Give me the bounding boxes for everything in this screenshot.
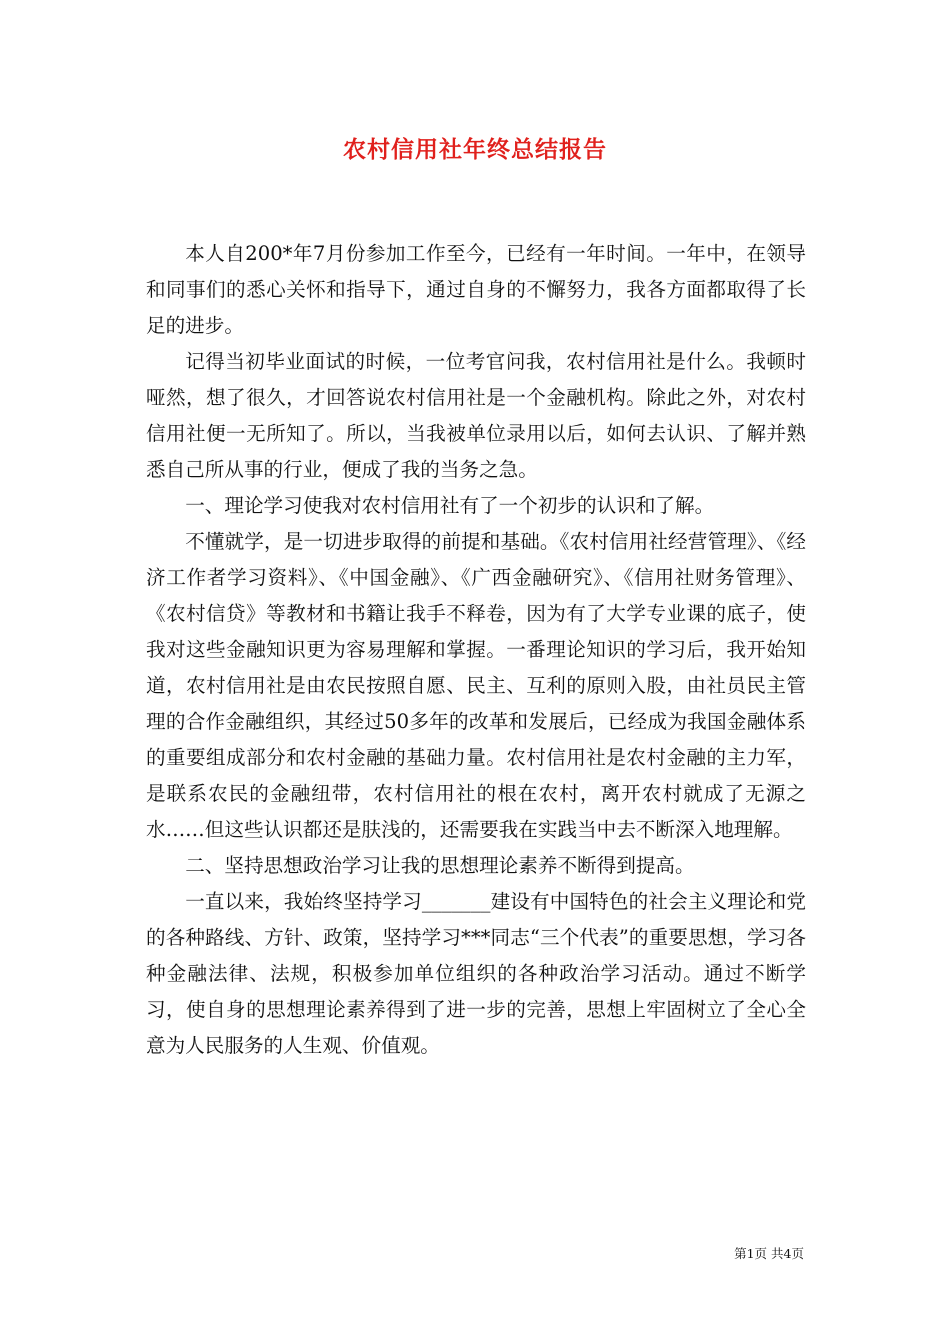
document-body bbox=[146, 236, 806, 1064]
section-heading-politics: 二、坚持思想政治学习让我的思想理论素养不断得到提高。 bbox=[185, 854, 695, 877]
paragraph-interview: 记得当初毕业面试的时候，一位考官问我，农村信用社是什么。我顿时哑然，想了很久，才回答说农村信用社是一个金融机构。除此之外，对农村信用社便一无所知了。所以，当我被单位录用以后，如何去认识、了解并熟悉自己所从事的行业，便成了我的当务之急。 bbox=[146, 350, 806, 481]
document-title: 农村信用社年终总结报告 bbox=[343, 137, 607, 163]
paragraph-theory: 不懂就学，是一切进步取得的前提和基础。《农村信用社经营管理》、《经济工作者学习资料》、《中国金融》、《广西金融研究》、《信用社财务管理》、《农村信贷》等教材和书籍让我手不释卷，因为有了大学专业课的底子，使我对这些金融知识更为容易理解和掌握。一番理论知识的学习后，我开始知道，农村信用社是由农民按照自愿、民主、互利的原则入股，由社员民主管理的合作金融组织，其经过50多年的改革和发展后，已经成为我国金融体系的重要组成部分和农村金融的基础力量。农村信用社是农村金融的主力军，是联系农民的金融纽带，农村信用社的根在农村，离开农村就成了无源之水……但这些认识都还是肤浅的，还需要我在实践当中去不断深入地理解。 bbox=[146, 530, 806, 841]
page-number-footer: 第1页 共4页 bbox=[734, 1246, 804, 1261]
paragraph-politics: 一直以来，我始终坚持学习_______建设有中国特色的社会主义理论和党的各种路线、方针、政策，坚持学习***同志“三个代表”的重要思想，学习各种金融法律、法规，积极参加单位组织的各种政治学习活动。通过不断学习，使自身的思想理论素养得到了进一步的完善，思想上牢固树立了全心全意为人民服务的人生观、价值观。 bbox=[146, 890, 806, 1057]
section-heading-theory: 一、理论学习使我对农村信用社有了一个初步的认识和了解。 bbox=[185, 494, 715, 517]
paragraph-intro: 本人自200*年7月份参加工作至今，已经有一年时间。一年中，在领导和同事们的悉心关怀和指导下，通过自身的不懈努力，我各方面都取得了长足的进步。 bbox=[146, 242, 806, 337]
